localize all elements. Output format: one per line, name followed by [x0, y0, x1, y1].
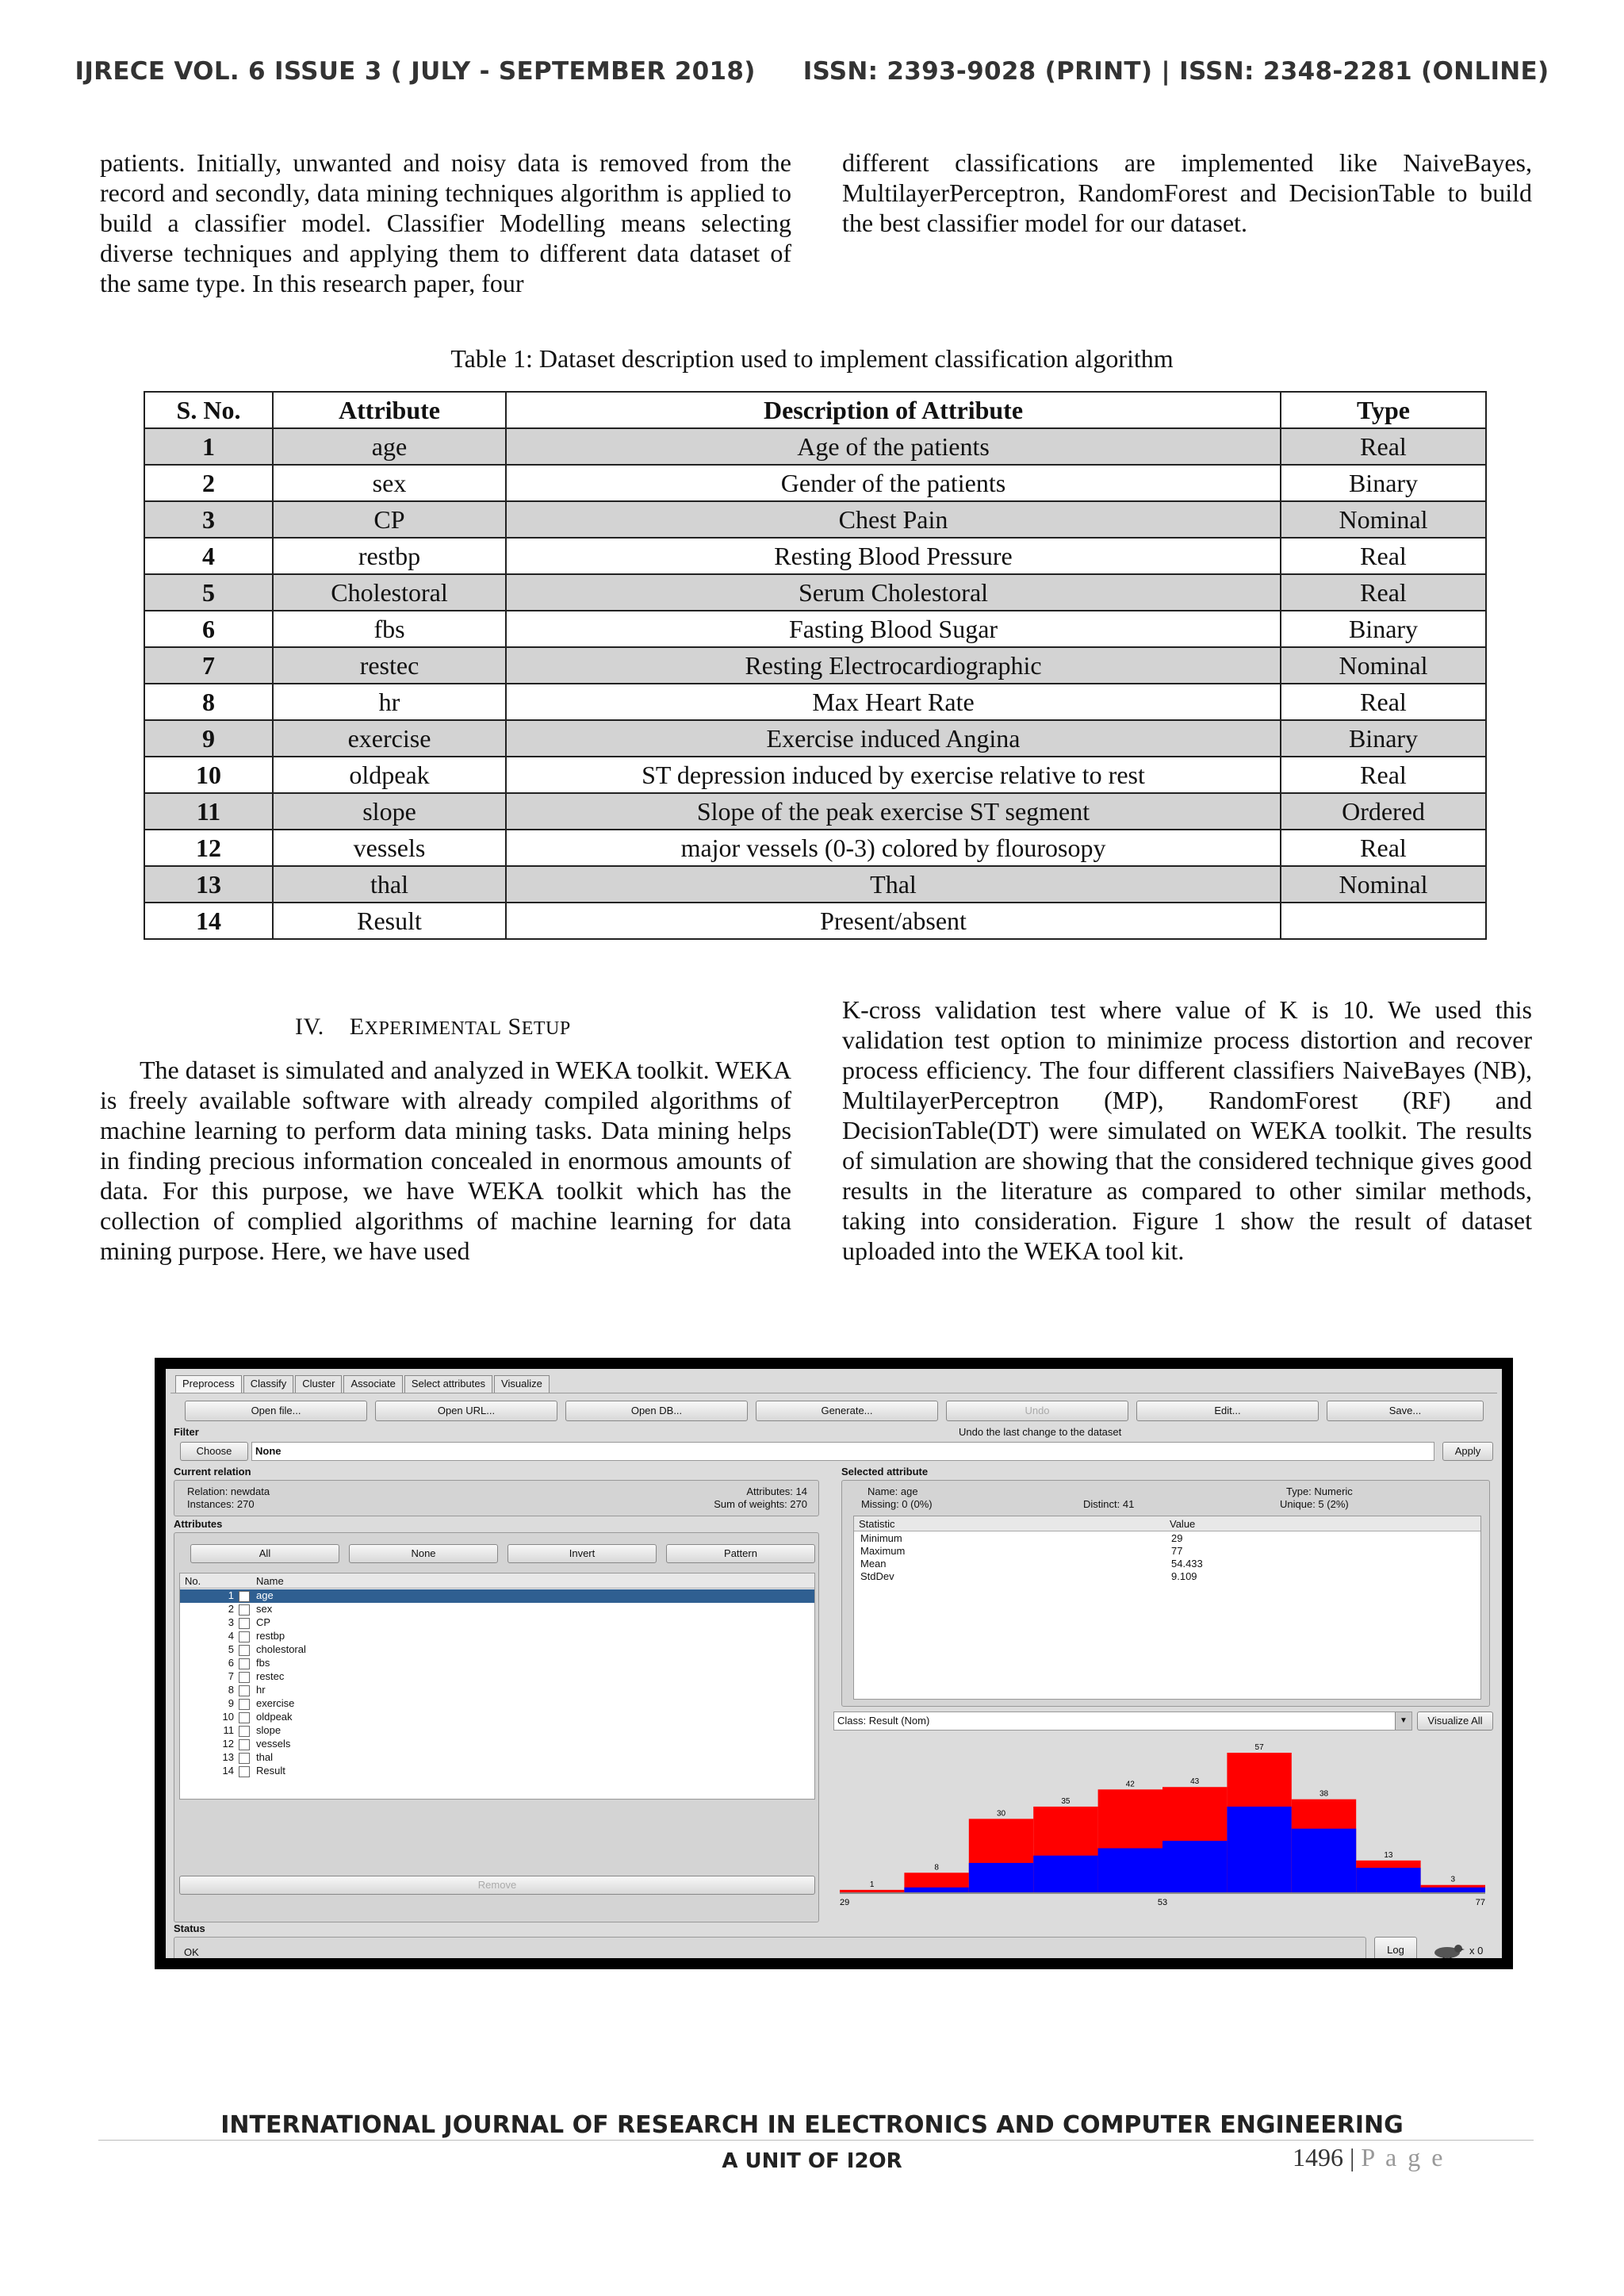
cell-type: Real [1281, 574, 1486, 611]
attributes-count: Attributes: 14 [746, 1485, 807, 1497]
cell-attribute: CP [273, 501, 506, 538]
cell-description: major vessels (0-3) colored by flourosopy [506, 830, 1281, 866]
bar-label: 1 [869, 1880, 875, 1889]
undo-button[interactable]: Undo [946, 1401, 1128, 1421]
cell-sno: 1 [144, 428, 273, 465]
attr-checkbox[interactable] [239, 1739, 250, 1750]
section-number: IV. [295, 1014, 324, 1040]
x-tick-label: 53 [1157, 1898, 1168, 1907]
cell-sno: 9 [144, 720, 273, 757]
open-file-button[interactable]: Open file... [185, 1401, 367, 1421]
bar-red [840, 1890, 904, 1892]
attr-pattern-button[interactable]: Pattern [666, 1544, 815, 1563]
list-item[interactable] [180, 1738, 814, 1751]
attr-checkbox[interactable] [239, 1645, 250, 1656]
bar-blue [1421, 1888, 1485, 1892]
log-button[interactable]: Log [1374, 1937, 1417, 1958]
cell-description: Resting Electrocardiographic [506, 647, 1281, 684]
cell-type: Nominal [1281, 866, 1486, 903]
attr-number: 1 [228, 1589, 234, 1601]
attribute-list-header [180, 1573, 814, 1589]
table-row [144, 830, 1486, 866]
attr-checkbox[interactable] [239, 1618, 250, 1629]
statistics-header [854, 1516, 1480, 1531]
table-row [854, 1545, 1480, 1558]
body-right-text: K-cross validation test where value of K is 10. We used this validation test option to minimize process distortion and recover process efficiency. The four different classifiers NaiveBayes (NB), MultilayerPerceptron (MP), RandomForest (RF) and DecisionTable(DT) were simulated on WEKA toolkit. The results of simulation are showing that the considered technique gives good results in the literature as compared to other similar methods, taking into consideration. Figure 1 show the result of dataset uploaded into the WEKA tool kit. [842, 995, 1532, 1265]
table-row [144, 684, 1486, 720]
statistics-table [853, 1516, 1481, 1700]
stat-name: StdDev [860, 1570, 894, 1582]
edit-button[interactable]: Edit... [1136, 1401, 1319, 1421]
bar-label: 13 [1384, 1850, 1393, 1860]
attr-name: oldpeak [256, 1711, 293, 1723]
cell-attribute: age [273, 428, 506, 465]
weka-screenshot [155, 1358, 1513, 1969]
cell-sno: 6 [144, 611, 273, 647]
th-type: Type [1281, 392, 1486, 428]
chevron-down-icon[interactable]: ▼ [1395, 1712, 1411, 1730]
th-sno: S. No. [144, 392, 273, 428]
cell-attribute: vessels [273, 830, 506, 866]
table-row [854, 1532, 1480, 1545]
list-item[interactable] [180, 1765, 814, 1778]
attr-name: fbs [256, 1657, 270, 1669]
bar-label: 3 [1450, 1875, 1456, 1884]
page-word: P a g e [1361, 2143, 1446, 2171]
intro-right-column [842, 148, 1532, 238]
stat-name: Minimum [860, 1532, 902, 1544]
body-left-text: The dataset is simulated and analyzed in WEKA toolkit. WEKA is freely available software with already compiled algorithms of machine learning to perform data mining tasks. Data mining helps in finding precious information concealed in enormous amounts of data. For this purpose, we have WEKA toolkit which has the collection of complied algorithms of machine learning for data mining purpose. Here, we have used [100, 1056, 791, 1265]
cell-type: Nominal [1281, 647, 1486, 684]
cell-type: Binary [1281, 720, 1486, 757]
table-body [144, 428, 1486, 939]
cell-description: Resting Blood Pressure [506, 538, 1281, 574]
bar-label: 30 [996, 1809, 1006, 1819]
task-count: x 0 [1469, 1945, 1484, 1957]
status-text: OK [184, 1946, 199, 1958]
attr-number: 2 [228, 1603, 234, 1615]
section-title-word-1: XPERIMENTAL [364, 1018, 502, 1039]
apply-button[interactable]: Apply [1442, 1442, 1493, 1461]
sa-unique: Unique: 5 (2%) [1280, 1498, 1349, 1510]
page-separator: | [1343, 2143, 1362, 2171]
attr-number: 8 [228, 1684, 234, 1696]
bar-blue [1162, 1841, 1227, 1892]
bar-label: 35 [1061, 1796, 1071, 1806]
footer-divider [98, 2140, 1534, 2141]
bar-blue [1292, 1829, 1356, 1892]
visualize-all-button[interactable]: Visualize All [1417, 1711, 1493, 1731]
open-db-button[interactable]: Open DB... [565, 1401, 748, 1421]
attr-checkbox[interactable] [239, 1658, 250, 1669]
cell-description: Age of the patients [506, 428, 1281, 465]
stat-col-value: Value [1170, 1518, 1196, 1530]
weka-window [166, 1369, 1502, 1958]
cell-attribute: slope [273, 793, 506, 830]
list-item[interactable] [180, 1657, 814, 1670]
table-row [144, 866, 1486, 903]
attr-name: Result [256, 1765, 285, 1777]
sa-missing: Missing: 0 (0%) [861, 1498, 933, 1510]
bar-blue [904, 1888, 968, 1892]
running-header [0, 57, 1624, 86]
list-item[interactable] [180, 1616, 814, 1630]
intro-right-text: different classifications are implemented like NaiveBayes, MultilayerPerceptron, RandomForest and DecisionTable to build the best classifier model for our dataset. [842, 148, 1532, 237]
list-item[interactable] [180, 1711, 814, 1724]
attr-all-button[interactable]: All [190, 1544, 339, 1563]
list-item[interactable] [180, 1684, 814, 1697]
intro-left-column [100, 148, 791, 298]
cell-description: Exercise induced Angina [506, 720, 1281, 757]
attr-number: 14 [222, 1765, 234, 1777]
body-right-column [842, 995, 1532, 1266]
attr-name: cholestoral [256, 1643, 306, 1655]
attr-checkbox[interactable] [239, 1766, 250, 1777]
list-item[interactable] [180, 1630, 814, 1643]
page-number-value: 1496 [1293, 2143, 1343, 2171]
stat-value: 54.433 [1171, 1558, 1203, 1570]
cell-attribute: oldpeak [273, 757, 506, 793]
bar-label: 38 [1319, 1789, 1329, 1799]
selected-attribute-label: Selected attribute [841, 1466, 929, 1478]
selected-attribute-panel [841, 1480, 1490, 1707]
attr-checkbox[interactable] [239, 1685, 250, 1696]
list-item[interactable] [180, 1751, 814, 1765]
current-relation-label: Current relation [174, 1466, 251, 1478]
table-row [144, 538, 1486, 574]
attr-name: restbp [256, 1630, 285, 1642]
list-item[interactable] [180, 1697, 814, 1711]
cell-attribute: Cholestoral [273, 574, 506, 611]
tab-cluster[interactable]: Cluster [295, 1375, 342, 1393]
instances-count: Instances: 270 [187, 1498, 255, 1510]
cell-description: Fasting Blood Sugar [506, 611, 1281, 647]
sa-name: Name: age [868, 1485, 918, 1497]
cell-sno: 5 [144, 574, 273, 611]
tab-select-attributes[interactable]: Select attributes [404, 1375, 492, 1393]
table-row [144, 757, 1486, 793]
cell-description: ST depression induced by exercise relative to rest [506, 757, 1281, 793]
bar-label: 43 [1190, 1777, 1200, 1787]
tab-associate[interactable]: Associate [343, 1375, 402, 1393]
cell-sno: 3 [144, 501, 273, 538]
bar-label: 8 [934, 1863, 939, 1872]
attr-checkbox[interactable] [239, 1726, 250, 1737]
issn-line: ISSN: 2393-9028 (PRINT) | ISSN: 2348-2281 (ONLINE) [802, 57, 1549, 86]
attr-number: 12 [222, 1738, 234, 1750]
attr-invert-button[interactable]: Invert [508, 1544, 657, 1563]
attr-name: restec [256, 1670, 285, 1682]
cell-attribute: restbp [273, 538, 506, 574]
col-no: No. [185, 1575, 201, 1587]
tab-preprocess[interactable]: Preprocess [175, 1375, 242, 1393]
table-header-row [144, 392, 1486, 428]
section-title-initial-1: E [349, 1014, 365, 1040]
attr-none-button[interactable]: None [349, 1544, 498, 1563]
status-panel [174, 1937, 1366, 1958]
cell-attribute: hr [273, 684, 506, 720]
cell-attribute: Result [273, 903, 506, 939]
footer-unit: A UNIT OF I2OR [722, 2149, 902, 2173]
attributes-label: Attributes [174, 1518, 223, 1530]
bar-blue [1227, 1807, 1291, 1892]
attr-number: 6 [228, 1657, 234, 1669]
attr-number: 3 [228, 1616, 234, 1628]
filter-label: Filter [174, 1426, 199, 1438]
attr-checkbox[interactable] [239, 1699, 250, 1710]
cell-description: Thal [506, 866, 1281, 903]
list-item[interactable] [180, 1724, 814, 1738]
table-row [144, 647, 1486, 684]
cell-description: Chest Pain [506, 501, 1281, 538]
bar-label: 42 [1125, 1780, 1135, 1789]
attr-number: 5 [228, 1643, 234, 1655]
cell-attribute: fbs [273, 611, 506, 647]
cell-type: Real [1281, 538, 1486, 574]
tab-visualize[interactable]: Visualize [494, 1375, 550, 1393]
attr-name: sex [256, 1603, 273, 1615]
sum-of-weights: Sum of weights: 270 [714, 1498, 807, 1510]
cell-type: Real [1281, 428, 1486, 465]
bar-blue [969, 1863, 1033, 1892]
tab-classify[interactable]: Classify [243, 1375, 294, 1393]
cell-type: Binary [1281, 611, 1486, 647]
cell-attribute: restec [273, 647, 506, 684]
attr-checkbox[interactable] [239, 1591, 250, 1602]
cell-sno: 7 [144, 647, 273, 684]
attr-checkbox[interactable] [239, 1753, 250, 1764]
table-row [144, 793, 1486, 830]
list-item[interactable] [180, 1589, 814, 1603]
cell-type: Real [1281, 830, 1486, 866]
cell-sno: 12 [144, 830, 273, 866]
attribute-list [179, 1573, 815, 1800]
filter-field[interactable] [251, 1442, 1434, 1461]
col-name: Name [256, 1575, 284, 1587]
cell-description: Serum Cholestoral [506, 574, 1281, 611]
table-row [144, 574, 1486, 611]
cell-type: Real [1281, 757, 1486, 793]
stat-name: Maximum [860, 1545, 906, 1557]
dataset-table [144, 391, 1487, 940]
cell-sno: 8 [144, 684, 273, 720]
table-row [144, 465, 1486, 501]
table-row [144, 501, 1486, 538]
list-item[interactable] [180, 1643, 814, 1657]
cell-sno: 10 [144, 757, 273, 793]
attr-number: 11 [223, 1724, 234, 1736]
stat-name: Mean [860, 1558, 887, 1570]
remove-button[interactable]: Remove [179, 1876, 815, 1895]
intro-left-text: patients. Initially, unwanted and noisy data is removed from the record and secondly, data mining techniques algorithm is applied to build a classifier model. Classifier Modelling means selecting diverse techniques and applying them to different data dataset of the same type. In this research paper, four [100, 148, 791, 297]
bar-blue [1356, 1868, 1420, 1892]
cell-type: Ordered [1281, 793, 1486, 830]
current-relation-panel [174, 1480, 819, 1516]
bar-blue [1033, 1856, 1097, 1892]
bar-blue [1098, 1848, 1162, 1892]
cell-description: Max Heart Rate [506, 684, 1281, 720]
list-item[interactable] [180, 1670, 814, 1684]
section-title-initial-2: S [508, 1014, 522, 1040]
filter-value: None [255, 1445, 282, 1457]
page-number [1293, 2143, 1445, 2172]
cell-sno: 13 [144, 866, 273, 903]
footer-journal: INTERNATIONAL JOURNAL OF RESEARCH IN ELECTRONICS AND COMPUTER ENGINEERING [220, 2111, 1404, 2139]
attr-name: vessels [256, 1738, 291, 1750]
cell-description: Slope of the peak exercise ST segment [506, 793, 1281, 830]
attr-number: 13 [222, 1751, 234, 1763]
attr-checkbox[interactable] [239, 1712, 250, 1723]
journal-volume: IJRECE VOL. 6 ISSUE 3 ( JULY - SEPTEMBER 2018) [75, 57, 756, 86]
cell-sno: 2 [144, 465, 273, 501]
choose-button[interactable]: Choose [180, 1442, 248, 1461]
cell-attribute: exercise [273, 720, 506, 757]
table-row [144, 903, 1486, 939]
undo-tooltip: Undo the last change to the dataset [959, 1426, 1122, 1438]
attr-name: hr [256, 1684, 266, 1696]
stat-value: 9.109 [1171, 1570, 1197, 1582]
status-label: Status [174, 1922, 205, 1934]
generate-button[interactable]: Generate... [756, 1401, 938, 1421]
section-heading [295, 1014, 571, 1041]
attr-checkbox[interactable] [239, 1604, 250, 1616]
cell-sno: 14 [144, 903, 273, 939]
cell-type: Binary [1281, 465, 1486, 501]
attr-number: 4 [228, 1630, 234, 1642]
cell-description: Present/absent [506, 903, 1281, 939]
x-tick-label: 29 [840, 1898, 850, 1907]
table-row [144, 720, 1486, 757]
cell-type [1281, 903, 1486, 939]
open-url-button[interactable]: Open URL... [375, 1401, 557, 1421]
attr-name: age [256, 1589, 274, 1601]
stat-value: 77 [1171, 1545, 1183, 1557]
table-row [144, 611, 1486, 647]
th-attribute: Attribute [273, 392, 506, 428]
attr-name: thal [256, 1751, 273, 1763]
table-row [854, 1558, 1480, 1570]
attr-number: 10 [222, 1711, 234, 1723]
attr-number: 9 [228, 1697, 234, 1709]
attr-checkbox[interactable] [239, 1631, 250, 1642]
cell-description: Gender of the patients [506, 465, 1281, 501]
table-row [144, 428, 1486, 465]
attributes-panel [174, 1532, 819, 1922]
attr-name: slope [256, 1724, 282, 1736]
section-title-word-2: ETUP [521, 1018, 571, 1039]
cell-sno: 11 [144, 793, 273, 830]
cell-attribute: thal [273, 866, 506, 903]
cell-sno: 4 [144, 538, 273, 574]
cell-attribute: sex [273, 465, 506, 501]
stat-col-statistic: Statistic [859, 1518, 895, 1530]
relation-name: Relation: newdata [187, 1485, 270, 1497]
list-item[interactable] [180, 1603, 814, 1616]
attr-name: exercise [256, 1697, 295, 1709]
cell-type: Nominal [1281, 501, 1486, 538]
class-select-value: Class: Result (Nom) [837, 1715, 930, 1727]
table-row [854, 1570, 1480, 1583]
th-description: Description of Attribute [506, 392, 1281, 428]
sa-type: Type: Numeric [1286, 1485, 1353, 1497]
cell-type: Real [1281, 684, 1486, 720]
bar-label: 57 [1254, 1743, 1264, 1752]
table-caption: Table 1: Dataset description used to implement classification algorithm [450, 344, 1174, 373]
sa-distinct: Distinct: 41 [1083, 1498, 1135, 1510]
weka-tabs [175, 1375, 551, 1393]
histogram [833, 1734, 1492, 1924]
weka-bird-icon [1428, 1940, 1465, 1958]
stat-value: 29 [1171, 1532, 1183, 1544]
x-tick-label: 77 [1475, 1898, 1485, 1907]
attr-name: CP [256, 1616, 271, 1628]
attr-number: 7 [228, 1670, 234, 1682]
class-select[interactable] [833, 1711, 1412, 1731]
body-left-column [100, 1055, 791, 1266]
save-button[interactable]: Save... [1327, 1401, 1484, 1421]
attr-checkbox[interactable] [239, 1672, 250, 1683]
